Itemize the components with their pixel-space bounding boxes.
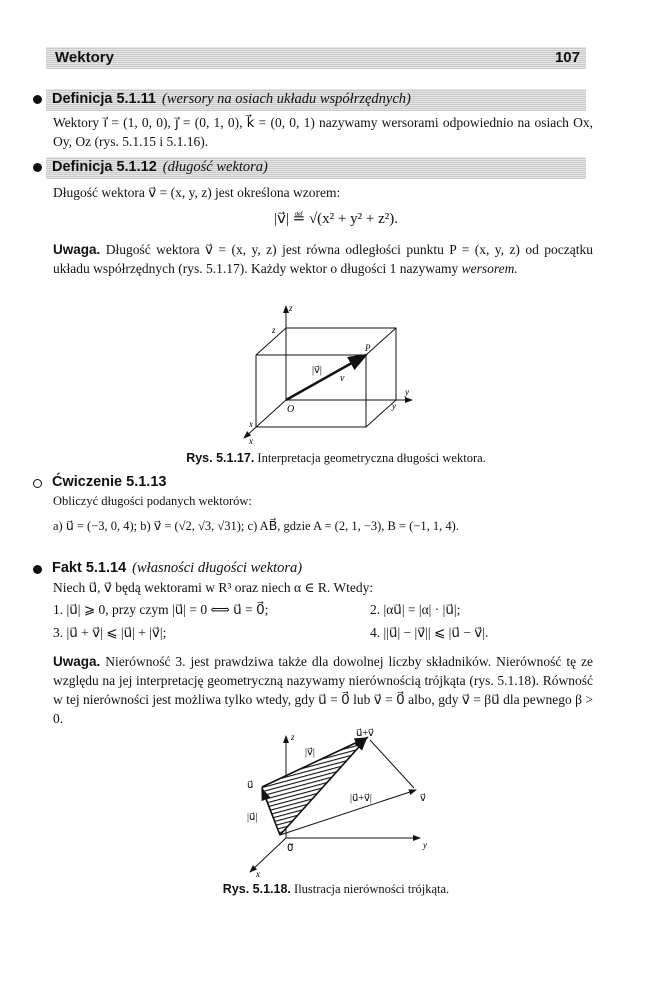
norm-v-label: |v⃗| — [312, 365, 322, 376]
figure-17-caption-label: Rys. 5.1.17. — [186, 451, 255, 465]
u-label: u⃗ — [247, 780, 254, 791]
figure-18-caption-text: Ilustracja nierówności trójkąta. — [294, 882, 450, 896]
z-edge-label: z — [272, 325, 276, 335]
def-12-text: Długość wektora v⃗ = (x, y, z) jest określona wzorem: — [53, 185, 341, 200]
y-edge-label: y — [392, 401, 396, 411]
fact-14-prop-3: 3. |u⃗ + v⃗| ⩽ |u⃗| + |v⃗|; — [53, 625, 167, 640]
fact-14-prop-2: 2. |αu⃗| = |α| · |u⃗|; — [370, 602, 461, 617]
exercise-13-text: Obliczyć długości podanych wektorów: — [53, 494, 252, 508]
fact-14-label: Fakt 5.1.14 — [52, 560, 127, 576]
vector-v-label: v⃗ — [340, 373, 353, 384]
fact-14-intro: Niech u⃗, v⃗ będą wektorami w R³ oraz niech α ∈ R. Wtedy: — [53, 580, 374, 595]
norm-v-label: |v⃗| — [305, 747, 315, 758]
uwaga-1-label: Uwaga. — [53, 242, 101, 257]
point-p-label: P — [365, 343, 371, 353]
def-11-subtitle: (wersory na osiach układu współrzędnych) — [161, 91, 411, 107]
def-11-label: Definicja 5.1.11 — [52, 91, 156, 107]
y-axis-label: y — [405, 387, 409, 397]
v-label: v⃗ — [420, 793, 426, 804]
uwaga-1-term: wersorem. — [461, 261, 518, 276]
figure-18-caption-label: Rys. 5.1.18. — [222, 882, 291, 896]
z-axis-label: z — [291, 732, 295, 742]
x-axis — [250, 838, 286, 872]
chapter-title: Wektory — [55, 49, 114, 66]
x-edge-label: x — [249, 419, 253, 429]
page-number: 107 — [554, 49, 580, 66]
x-axis-label: x — [249, 436, 253, 446]
origin-label: O — [287, 404, 295, 415]
uwaga-2-text: Nierówność 3. jest prawdziwa także dla dowolnej liczby składników. Nierówność tę ze względu na jej interpretację geometryczną nazywamy nierównością trójkąta (rys. 5.1.18). Równość w tej nierówności jest możliwa tylko wtedy, gdy u⃗ = 0⃗ lub v⃗ = 0⃗ albo, gdy v⃗ = βu⃗ dla pewnego β > 0. — [53, 654, 594, 726]
uwaga-1-text: Długość wektora v⃗ = (x, y, z) jest równa odległości punktu P = (x, y, z) od początku układu współrzędnych (rys. 5.1.17). Każdy wektor o długości 1 nazywamy — [53, 242, 594, 276]
norm-sum-label: |u⃗+v⃗| — [350, 793, 372, 804]
def-12-label: Definicja 5.1.12 — [52, 159, 157, 175]
z-axis-label: z — [289, 303, 293, 313]
uwaga-2-label: Uwaga. — [53, 654, 101, 669]
exercise-13-label: Ćwiczenie 5.1.13 — [52, 474, 167, 490]
fact-14-prop-4: 4. ||u⃗| − |v⃗|| ⩽ |u⃗ − v⃗|. — [370, 625, 489, 640]
exercise-13-items: a) u⃗ = (−3, 0, 4); b) v⃗ = (√2, √3, √31); c) AB⃗, gdzie A = (2, 1, −3), B = (−1, 1, 4). — [53, 519, 459, 533]
parallelogram-edge — [370, 740, 414, 788]
def-12-subtitle: (długość wektora) — [162, 159, 268, 175]
def-11-text: Wektory i⃗ = (1, 0, 0), j⃗ = (0, 1, 0), k⃗ = (0, 0, 1) nazywamy wersorami odpowiednio na osiach Ox, Oy, Oz (rys. 5.1.15 i 5.1.16). — [53, 115, 593, 149]
length-formula: |v⃗| ≝ √(x² + y² + z²). — [274, 211, 398, 227]
x-axis-label: x — [256, 869, 260, 879]
figure-18-caption — [0, 880, 672, 899]
zero-label: 0⃗ — [287, 843, 294, 854]
sum-label: u⃗+v⃗ — [356, 728, 374, 739]
fact-14-subtitle: (własności długości wektora) — [132, 560, 303, 576]
norm-u-label: |u⃗| — [247, 812, 258, 823]
y-axis-label: y — [423, 840, 427, 850]
hatched-triangle — [262, 737, 368, 835]
figure-17-caption-text: Interpretacja geometryczna długości wektora. — [257, 451, 486, 465]
fact-14-prop-1: 1. |u⃗| ⩾ 0, przy czym |u⃗| = 0 ⟺ u⃗ = 0⃗; — [53, 602, 269, 617]
